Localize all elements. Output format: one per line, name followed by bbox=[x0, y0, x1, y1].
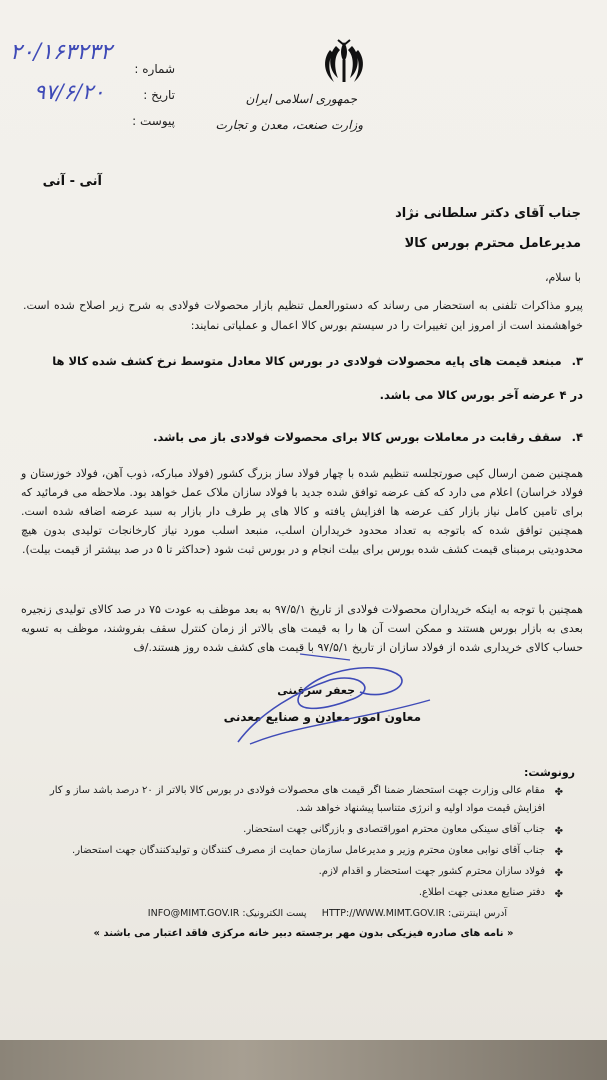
cc-item: ✤ فولاد سازان محترم کشور جهت استحضار و اقدام لازم. bbox=[43, 863, 563, 881]
cc-list bbox=[43, 782, 563, 905]
number-handwritten: ۲۰/۱۶۳۲۳۲ bbox=[10, 40, 112, 65]
cc-item: ✤ جناب آقای نوابی معاون محترم وزیر و مدیرعامل سازمان حمایت از مصرف کنندگان و تولیدکنندگان جهت استحضار. bbox=[43, 842, 563, 860]
item-3-number: ۳. bbox=[571, 354, 583, 368]
website-label: آدرس اینترنتی: bbox=[448, 908, 507, 919]
body-paragraph-2: همچنین با توجه به اینکه خریداران محصولات فولادی از تاریخ ۹۷/۵/۱ به بعد موظف به عودت ۷۵ در صد کالای تولیدی زنجیره بعدی به بازار بورس هستند و ممکن است آن ها را به قیمت های بالاتر از زمان کنترل سقف بفروشند، موظف به تسویه حساب کالای خریداری شده از فولاد سازان از تاریخ ۹۷/۵/۱ با قیمت های کشف شده روز هستند./ف bbox=[21, 603, 583, 654]
item-4-text: سقف رقابت در معاملات بورس کالا برای محصولات فولادی باز می باشد. bbox=[153, 430, 562, 444]
urgent-label: آنی - آنی bbox=[42, 174, 102, 189]
greeting: با سلام، bbox=[544, 271, 581, 284]
email-label: پست الکترونیک: bbox=[242, 908, 307, 919]
cc-title: رونوشت: bbox=[523, 766, 575, 779]
item-4-number: ۴. bbox=[571, 430, 583, 444]
bullet-icon: ✤ bbox=[554, 847, 563, 858]
attachment-label: پیوست : bbox=[132, 114, 175, 128]
date-handwritten: ۹۷/۶/۲۰ bbox=[34, 80, 105, 104]
website-link[interactable]: HTTP://WWW.MIMT.GOV.IR bbox=[321, 908, 445, 919]
ministry-name: وزارت صنعت، معدن و تجارت bbox=[215, 118, 363, 132]
signatory-title: معاون امور معادن و صنایع معدنی bbox=[223, 710, 421, 724]
footer-contacts bbox=[148, 908, 507, 919]
signatory-name: جعفر سرقینی bbox=[277, 684, 355, 697]
number-label: شماره : bbox=[134, 62, 175, 76]
email-link[interactable]: INFO@MIMT.GOV.IR bbox=[147, 908, 240, 919]
date-label: تاریخ : bbox=[143, 88, 175, 102]
item-3-text: مبنعد قیمت های پایه محصولات فولادی در بورس کالا معادل متوسط نرخ کشف شده کالا ها در ۴ عرضه آخر بورس کالا می باشد. bbox=[52, 354, 583, 402]
cc-item: ✤ مقام عالی وزارت جهت استحضار ضمنا اگر قیمت های محصولات فولادی در بورس کالا بالاتر از ۲۰ درصد باشد ساز و کار افزایش قیمت مواد اولیه و انرژی متناسبا پیشنهاد خواهد شد. bbox=[49, 785, 563, 814]
footer-note: « نامه های صادره فیزیکی بدون مهر برجسته دبیر خانه مرکزی فاقد اعتبار می باشند » bbox=[93, 928, 514, 939]
body-paragraph-1: همچنین ضمن ارسال کپی صورتجلسه تنظیم شده با چهار فولاد ساز بزرگ کشور (فولاد مبارکه، ذوب آهن، فولاد خوزستان و فولاد خراسان) اعلام می دارد که کف عرضه توافق شده جدید با فولاد سازان ملاک عمل خواهد بود. ملاحظه می فرمائید که برای تامین کامل نیاز بازار کف عرضه ها افزایش یافته و کالا های پر طرف دار بازار به سبد عرضه اضافه شده است. همچنین توافق شده که باتوجه به تعداد محدود خریداران اسلب، منبعد اسلب مورد نیاز کارخانجات تولیدی بدون هیچ محدودیتی برمبنای قیمت کشف شده بورس برای بیلت انجام و در بورس ثبت شود (حداکثر تا ۵ در صد بیشتر از قیمت بیلت). bbox=[21, 467, 583, 556]
bullet-icon: ✤ bbox=[554, 787, 563, 798]
recipient-name: جناب آقای دکتر سلطانی نژاد bbox=[395, 206, 581, 221]
cc-item: ✤ جناب آقای سینکی معاون محترم اموراقتصادی و بازرگانی جهت استحضار. bbox=[43, 821, 563, 839]
bullet-icon: ✤ bbox=[554, 889, 563, 900]
country-name: جمهوری اسلامی ایران bbox=[245, 92, 357, 106]
background-surface bbox=[0, 1040, 607, 1080]
intro-paragraph: پیرو مذاکرات تلفنی به استحضار می رساند که دستورالعمل تنظیم بازار محصولات فولادی به شرح زیر اصلاح شده است. خواهشمند است از امروز این تغییرات را در سیستم بورس کالا اعمال و عملیاتی نمایند: bbox=[23, 299, 583, 332]
bullet-icon: ✤ bbox=[554, 826, 563, 837]
bullet-icon: ✤ bbox=[554, 868, 563, 879]
recipient-title: مدیرعامل محترم بورس کالا bbox=[404, 236, 581, 251]
cc-item: ✤ دفتر صنایع معدنی جهت اطلاع. bbox=[43, 884, 563, 902]
